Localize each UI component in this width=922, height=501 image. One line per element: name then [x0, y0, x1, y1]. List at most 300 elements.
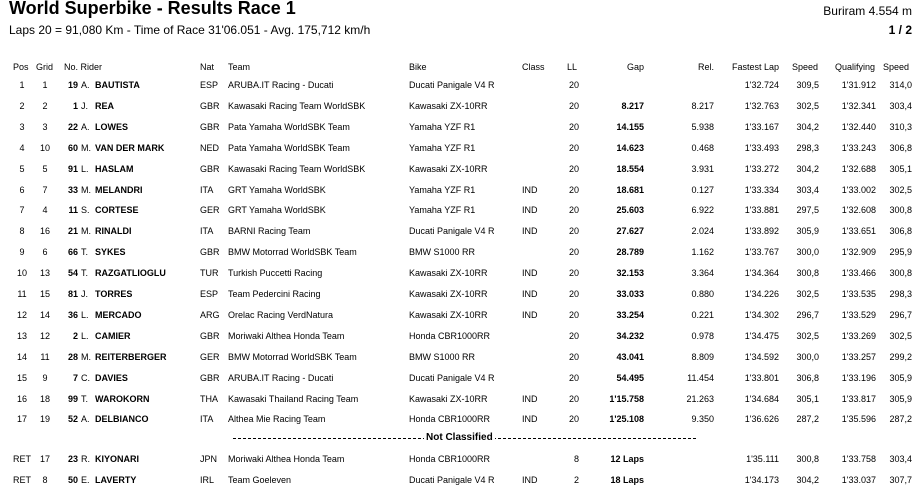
cell-speed: 298,3 [796, 142, 819, 153]
cell-speed: 302,5 [796, 100, 819, 111]
cell-team: Kawasaki Racing Team WorldSBK [228, 163, 366, 174]
cell-laps: 20 [568, 142, 579, 153]
cell-qualifying-speed: 298,3 [889, 289, 912, 299]
cell-rider-name: MELANDRI [95, 184, 143, 195]
cell-pos: 11 [17, 289, 27, 299]
cell-class: IND [522, 289, 538, 299]
cell-nat: GER [200, 205, 220, 216]
cell-rider-name: TORRES [95, 289, 133, 299]
cell-team: BARNI Racing Team [228, 226, 311, 237]
cell-qualifying: 1'33.257 [841, 351, 876, 362]
cell-fastest-lap: 1'32.763 [744, 100, 779, 111]
cell-first-initial: E. [81, 474, 90, 485]
cell-rider-name: CAMIER [95, 330, 131, 341]
cell-bike: Honda CBR1000RR [409, 330, 491, 341]
cell-nat: ESP [200, 289, 219, 299]
cell-bike: BMW S1000 RR [409, 247, 476, 258]
cell-grid: 5 [42, 163, 48, 174]
cell-gap: 18 Laps [610, 474, 644, 485]
header-rel: Rel. [697, 62, 714, 72]
cell-fastest-lap: 1'33.167 [744, 121, 779, 132]
cell-number: 60 [67, 142, 78, 153]
cell-grid: 9 [42, 372, 48, 383]
cell-nat: JPN [200, 454, 218, 464]
cell-grid: 14 [39, 309, 50, 320]
cell-fastest-lap: 1'34.364 [744, 268, 779, 279]
cell-fastest-lap: 1'34.302 [744, 309, 779, 320]
cell-qualifying-speed: 302,5 [889, 330, 912, 341]
cell-pos: RET [13, 454, 31, 464]
cell-rider-name: SYKES [95, 247, 126, 258]
table-row [0, 223, 922, 240]
cell-team: BMW Motorrad WorldSBK Team [228, 247, 357, 258]
cell-pos: 5 [19, 163, 25, 174]
cell-team: ARUBA.IT Racing - Ducati [228, 80, 334, 90]
cell-grid: 2 [42, 100, 48, 111]
cell-rel: 2.024 [691, 226, 714, 237]
cell-laps: 20 [568, 226, 579, 237]
cell-rider-name: CORTESE [95, 205, 139, 216]
cell-grid: 8 [42, 474, 48, 485]
cell-grid: 15 [39, 289, 50, 299]
header-bike: Bike [409, 62, 427, 72]
cell-gap: 1'25.108 [609, 414, 644, 425]
cell-qualifying: 1'33.196 [841, 372, 876, 383]
cell-bike: Kawasaki ZX-10RR [409, 163, 488, 174]
cell-fastest-lap: 1'33.493 [744, 142, 779, 153]
cell-first-initial: M. [81, 351, 91, 362]
table-row [0, 307, 922, 324]
cell-rider-name: BAUTISTA [95, 80, 140, 90]
cell-pos: 13 [16, 330, 27, 341]
cell-rel: 9.350 [691, 414, 714, 425]
cell-speed: 300,0 [796, 247, 819, 258]
cell-rel: 1.162 [691, 247, 714, 258]
cell-qualifying-speed: 306,8 [889, 226, 912, 237]
table-row [0, 391, 922, 408]
cell-gap: 14.623 [616, 142, 644, 153]
cell-pos: 7 [19, 205, 25, 216]
cell-team: Moriwaki Althea Honda Team [228, 454, 345, 464]
cell-qualifying: 1'33.269 [841, 330, 876, 341]
cell-first-initial: M. [81, 184, 91, 195]
cell-rider-name: MERCADO [95, 309, 142, 320]
header-qualifying: Qualifying [835, 62, 876, 72]
cell-number: 91 [67, 163, 78, 174]
cell-grid: 12 [39, 330, 50, 341]
not-classified-label: Not Classified [426, 432, 493, 443]
cell-qualifying-speed: 307,7 [889, 474, 912, 485]
cell-bike: Kawasaki ZX-10RR [409, 100, 488, 111]
cell-number: 7 [72, 372, 78, 383]
cell-fastest-lap: 1'34.226 [744, 289, 779, 299]
cell-rel: 21.263 [686, 393, 714, 404]
cell-gap: 34.232 [616, 330, 644, 341]
cell-speed: 302,5 [796, 330, 819, 341]
cell-rider-name: HASLAM [95, 163, 134, 174]
cell-gap: 32.153 [616, 268, 644, 279]
header-rider: No. Rider [64, 62, 103, 72]
cell-qualifying-speed: 295,9 [889, 247, 912, 258]
cell-pos: 16 [16, 393, 27, 404]
cell-fastest-lap: 1'34.592 [744, 351, 779, 362]
table-row [0, 244, 922, 261]
cell-qualifying: 1'33.466 [841, 268, 876, 279]
cell-fastest-lap: 1'33.881 [744, 205, 779, 216]
cell-speed: 296,7 [796, 309, 819, 320]
table-row [0, 472, 922, 489]
cell-number: 23 [67, 454, 78, 464]
cell-laps: 20 [568, 100, 579, 111]
cell-team: Turkish Puccetti Racing [228, 268, 323, 279]
cell-first-initial: L. [81, 309, 89, 320]
cell-rel: 11.454 [687, 372, 714, 383]
cell-first-initial: C. [81, 372, 90, 383]
cell-rel: 5.938 [691, 121, 714, 132]
cell-rel: 0.880 [691, 289, 714, 299]
cell-fastest-lap: 1'34.684 [744, 393, 779, 404]
cell-rel: 8.809 [691, 351, 714, 362]
cell-nat: GBR [200, 372, 220, 383]
table-row [0, 370, 922, 387]
cell-first-initial: M. [81, 226, 91, 237]
cell-laps: 20 [568, 184, 579, 195]
table-row [0, 451, 922, 468]
cell-class: IND [522, 184, 538, 195]
cell-number: 66 [67, 247, 78, 258]
cell-first-initial: R. [81, 454, 90, 464]
cell-speed: 306,8 [796, 372, 819, 383]
page-title: World Superbike - Results Race 1 [9, 0, 296, 18]
cell-pos: 14 [16, 351, 27, 362]
cell-rel: 0.127 [691, 184, 714, 195]
cell-rel: 0.221 [691, 309, 714, 320]
cell-number: 2 [72, 330, 78, 341]
cell-speed: 304,2 [796, 121, 819, 132]
cell-grid: 16 [39, 226, 50, 237]
cell-number: 99 [67, 393, 78, 404]
cell-qualifying-speed: 314,0 [889, 80, 912, 90]
cell-first-initial: T. [81, 268, 89, 279]
cell-qualifying: 1'33.535 [841, 289, 876, 299]
cell-team: Team Pedercini Racing [228, 289, 321, 299]
cell-first-initial: A. [81, 414, 90, 425]
cell-speed: 305,1 [796, 393, 819, 404]
race-summary: Laps 20 = 91,080 Km - Time of Race 31'06.051 - Avg. 175,712 km/h [9, 23, 371, 37]
cell-team: Pata Yamaha WorldSBK Team [228, 142, 350, 153]
header-speed: Speed [792, 62, 819, 72]
cell-first-initial: T. [81, 393, 89, 404]
cell-qualifying-speed: 305,9 [889, 372, 912, 383]
cell-speed: 297,5 [796, 205, 819, 216]
cell-qualifying-speed: 303,4 [889, 100, 912, 111]
page-number: 1 / 2 [888, 23, 912, 37]
table-row [0, 77, 922, 94]
cell-qualifying-speed: 299,2 [889, 351, 912, 362]
cell-number: 50 [67, 474, 78, 485]
cell-team: GRT Yamaha WorldSBK [228, 184, 326, 195]
cell-laps: 8 [573, 454, 579, 464]
cell-speed: 300,8 [796, 454, 819, 464]
header-grid: Grid [36, 62, 54, 72]
cell-first-initial: A. [81, 121, 90, 132]
cell-speed: 303,4 [796, 184, 819, 195]
cell-bike: Yamaha YZF R1 [409, 205, 476, 216]
table-row [0, 119, 922, 136]
cell-team: Team Goeleven [228, 474, 292, 485]
cell-grid: 6 [42, 247, 48, 258]
cell-class: IND [522, 309, 538, 320]
cell-nat: GBR [200, 247, 220, 258]
cell-qualifying: 1'33.651 [841, 226, 876, 237]
cell-grid: 19 [39, 414, 50, 425]
cell-gap: 54.495 [616, 372, 644, 383]
cell-laps: 20 [568, 372, 579, 383]
table-row [0, 98, 922, 115]
cell-fastest-lap: 1'33.334 [744, 184, 779, 195]
cell-bike: Yamaha YZF R1 [409, 184, 476, 195]
cell-pos: 1 [19, 80, 25, 90]
cell-number: 33 [67, 184, 78, 195]
cell-gap: 18.681 [616, 184, 644, 195]
cell-team: Kawasaki Thailand Racing Team [228, 393, 359, 404]
cell-qualifying: 1'32.341 [841, 100, 876, 111]
cell-class: IND [522, 205, 538, 216]
cell-laps: 20 [568, 163, 579, 174]
cell-bike: Ducati Panigale V4 R [409, 474, 495, 485]
cell-rel: 8.217 [691, 100, 714, 111]
header-class: Class [522, 62, 545, 72]
cell-nat: GBR [200, 100, 220, 111]
cell-nat: ITA [200, 226, 214, 237]
cell-fastest-lap: 1'33.892 [744, 226, 779, 237]
table-row [0, 265, 922, 282]
cell-rel: 0.468 [691, 142, 714, 153]
cell-qualifying: 1'32.909 [841, 247, 876, 258]
cell-bike: Ducati Panigale V4 R [409, 80, 495, 90]
cell-first-initial: T. [81, 247, 89, 258]
cell-qualifying: 1'32.688 [841, 163, 876, 174]
cell-speed: 305,9 [796, 226, 819, 237]
cell-grid: 4 [42, 205, 48, 216]
cell-fastest-lap: 1'34.475 [744, 330, 779, 341]
cell-gap: 28.789 [616, 247, 644, 258]
cell-rel: 0.978 [691, 330, 714, 341]
cell-nat: THA [200, 393, 218, 404]
cell-speed: 287,2 [796, 414, 819, 425]
cell-number: 19 [67, 80, 78, 90]
cell-laps: 2 [573, 474, 579, 485]
cell-bike: Ducati Panigale V4 R [409, 372, 495, 383]
cell-qualifying: 1'32.608 [841, 205, 876, 216]
table-row [0, 182, 922, 199]
cell-nat: GBR [200, 121, 220, 132]
cell-rel: 6.922 [691, 205, 714, 216]
cell-grid: 13 [39, 268, 50, 279]
cell-first-initial: J. [81, 100, 89, 111]
cell-laps: 20 [568, 268, 579, 279]
cell-class: IND [522, 393, 538, 404]
cell-qualifying: 1'35.596 [841, 414, 876, 425]
cell-qualifying-speed: 305,9 [889, 393, 912, 404]
cell-pos: 2 [19, 100, 25, 111]
cell-grid: 1 [42, 80, 48, 90]
cell-laps: 20 [568, 247, 579, 258]
cell-class: IND [522, 226, 538, 237]
cell-nat: ESP [200, 80, 219, 90]
cell-rel: 3.931 [691, 163, 714, 174]
cell-fastest-lap: 1'35.111 [746, 454, 779, 464]
cell-team: Orelac Racing VerdNatura [228, 309, 334, 320]
cell-qualifying-speed: 302,5 [889, 184, 912, 195]
cell-qualifying: 1'33.243 [841, 142, 876, 153]
cell-fastest-lap: 1'36.626 [744, 414, 779, 425]
cell-rider-name: REITERBERGER [95, 351, 167, 362]
cell-speed: 304,2 [796, 474, 819, 485]
cell-number: 22 [67, 121, 78, 132]
header-pos: Pos [13, 62, 29, 72]
header-team: Team [228, 62, 251, 72]
cell-laps: 20 [568, 289, 579, 299]
cell-qualifying-speed: 306,8 [889, 142, 912, 153]
cell-bike: Kawasaki ZX-10RR [409, 309, 488, 320]
cell-qualifying-speed: 296,7 [889, 309, 912, 320]
cell-number: 28 [67, 351, 78, 362]
cell-bike: Yamaha YZF R1 [409, 142, 476, 153]
cell-pos: 9 [19, 247, 25, 258]
cell-gap: 25.603 [616, 205, 644, 216]
cell-number: 11 [68, 205, 78, 216]
cell-nat: TUR [200, 268, 219, 279]
cell-speed: 304,2 [796, 163, 819, 174]
cell-laps: 20 [568, 351, 579, 362]
cell-rider-name: LOWES [95, 121, 128, 132]
table-row [0, 411, 922, 428]
cell-qualifying: 1'33.758 [841, 454, 876, 464]
cell-qualifying: 1'33.529 [841, 309, 876, 320]
cell-pos: RET [13, 474, 31, 485]
cell-fastest-lap: 1'34.173 [744, 474, 779, 485]
cell-laps: 20 [568, 121, 579, 132]
table-row [0, 202, 922, 219]
cell-pos: 6 [19, 184, 25, 195]
cell-first-initial: L. [81, 163, 89, 174]
cell-gap: 14.155 [616, 121, 644, 132]
cell-pos: 3 [19, 121, 25, 132]
cell-nat: ITA [200, 184, 214, 195]
cell-qualifying: 1'33.037 [841, 474, 876, 485]
cell-pos: 12 [16, 309, 27, 320]
cell-qualifying-speed: 305,1 [889, 163, 912, 174]
cell-team: BMW Motorrad WorldSBK Team [228, 351, 357, 362]
cell-rel: 3.364 [691, 268, 714, 279]
table-row [0, 286, 922, 303]
cell-qualifying: 1'33.002 [841, 184, 876, 195]
cell-fastest-lap: 1'33.272 [744, 163, 779, 174]
cell-gap: 43.041 [616, 351, 644, 362]
table-header [0, 59, 922, 76]
cell-bike: Kawasaki ZX-10RR [409, 268, 488, 279]
cell-qualifying-speed: 300,8 [889, 268, 912, 279]
cell-qualifying-speed: 300,8 [889, 205, 912, 216]
cell-gap: 8.217 [621, 100, 644, 111]
cell-team: Pata Yamaha WorldSBK Team [228, 121, 350, 132]
cell-gap: 1'15.758 [609, 393, 644, 404]
cell-first-initial: M. [81, 142, 91, 153]
cell-number: 52 [67, 414, 78, 425]
cell-bike: Honda CBR1000RR [409, 454, 491, 464]
cell-pos: 17 [16, 414, 27, 425]
cell-pos: 15 [16, 372, 27, 383]
cell-rider-name: LAVERTY [95, 474, 137, 485]
cell-bike: Kawasaki ZX-10RR [409, 289, 488, 299]
cell-nat: IRL [200, 474, 215, 485]
cell-laps: 20 [568, 205, 579, 216]
cell-gap: 12 Laps [610, 454, 644, 464]
cell-speed: 309,5 [796, 80, 819, 90]
cell-laps: 20 [568, 330, 579, 341]
cell-number: 36 [67, 309, 78, 320]
cell-rider-name: RAZGATLIOGLU [95, 268, 166, 279]
cell-class: IND [522, 268, 538, 279]
cell-laps: 20 [568, 414, 579, 425]
cell-nat: GBR [200, 330, 220, 341]
cell-rider-name: VAN DER MARK [95, 142, 165, 153]
header-ll: LL [567, 62, 578, 72]
table-row [0, 140, 922, 157]
cell-qualifying: 1'32.440 [841, 121, 876, 132]
cell-gap: 33.033 [616, 289, 644, 299]
cell-grid: 3 [42, 121, 48, 132]
cell-number: 54 [67, 268, 78, 279]
cell-rider-name: KIYONARI [95, 454, 140, 464]
cell-laps: 20 [568, 80, 579, 90]
cell-bike: Kawasaki ZX-10RR [409, 393, 488, 404]
venue-info: Buriram 4.554 m [823, 4, 912, 18]
cell-first-initial: S. [81, 205, 90, 216]
cell-pos: 8 [19, 226, 25, 237]
cell-grid: 7 [42, 184, 48, 195]
cell-class: IND [522, 414, 538, 425]
cell-laps: 20 [568, 393, 579, 404]
cell-laps: 20 [568, 309, 579, 320]
cell-fastest-lap: 1'32.724 [744, 80, 779, 90]
cell-qualifying: 1'31.912 [841, 80, 876, 90]
cell-qualifying-speed: 287,2 [889, 414, 912, 425]
cell-grid: 18 [39, 393, 50, 404]
cell-gap: 27.627 [616, 226, 644, 237]
cell-nat: NED [200, 142, 220, 153]
cell-speed: 300,0 [796, 351, 819, 362]
cell-bike: Ducati Panigale V4 R [409, 226, 495, 237]
cell-number: 1 [72, 100, 78, 111]
header-gap: Gap [626, 62, 644, 72]
cell-nat: GER [200, 351, 220, 362]
cell-fastest-lap: 1'33.801 [744, 372, 779, 383]
cell-nat: GBR [200, 163, 220, 174]
cell-gap: 33.254 [616, 309, 644, 320]
cell-first-initial: J. [81, 289, 89, 299]
cell-rider-name: RINALDI [95, 226, 132, 237]
cell-rider-name: DELBIANCO [95, 414, 149, 425]
cell-team: Kawasaki Racing Team WorldSBK [228, 100, 366, 111]
cell-qualifying-speed: 303,4 [889, 454, 912, 464]
cell-pos: 4 [19, 142, 25, 153]
cell-pos: 10 [16, 268, 27, 279]
header-fastest-lap: Fastest Lap [732, 62, 780, 72]
cell-grid: 17 [39, 454, 50, 464]
header-nat: Nat [200, 62, 215, 72]
